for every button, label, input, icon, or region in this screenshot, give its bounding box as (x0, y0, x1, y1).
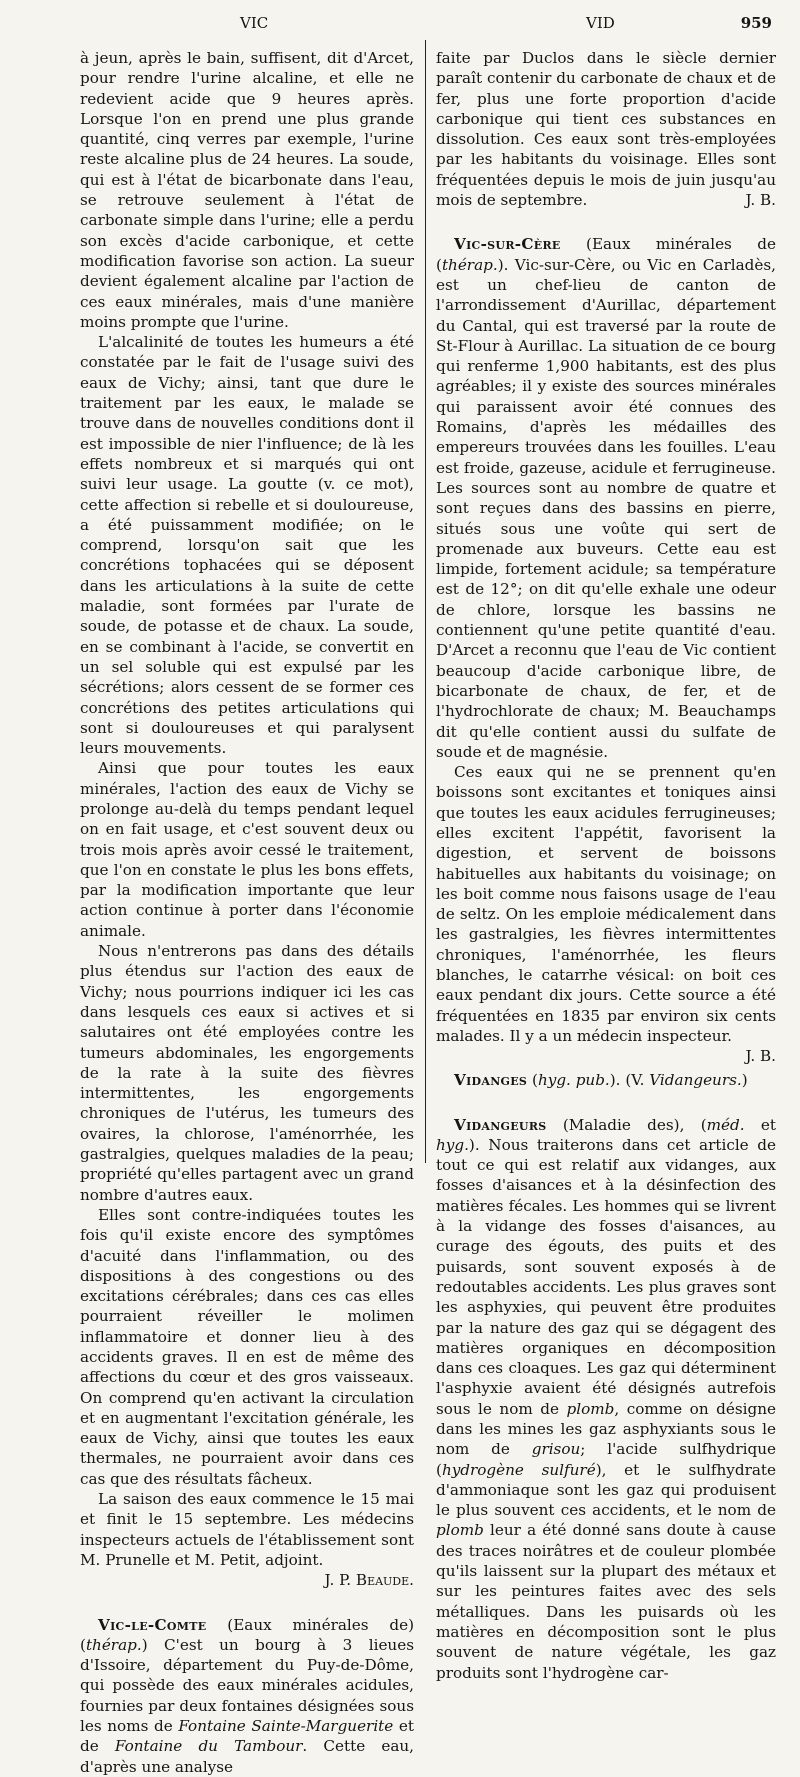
headword-vidanges: Vidanges (454, 1071, 528, 1090)
paragraph-contraindications: Elles sont contre-indiquées toutes les fois qu'il existe encore des symptômes d'acuité dans l'inflammation, ou des dispositions à des congestions ou des excitations cérébrales; dans ces cas elles pourraient réveiller le molimen inflammatoire et donner lieu à des accidents graves. Il en est de même des affections du cœur et des gros vaisseaux. On comprend qu'en activant la circulation et en augmentant l'excitation générale, les eaux de Vichy, ainsi que toutes les eaux thermales, ne pourraient avoir dans ces cas que des résultats fâcheux. (80, 1205, 414, 1488)
paragraph-vic-sur-cere-uses: Ces eaux qui ne se prennent qu'en boissons sont excitantes et toniques ainsi que toutes les eaux acidules ferrugineuses; elles excitent l'appétit, favorisent la digestion, et servent de boissons habituelles aux habitants du voisinage; on les boit comme nous faisons usage de l'eau de seltz. On les emploie médicalement dans les gastralgies, les fièvres intermittentes chroniques, l'aménorrhée, les fleurs blanches, le catarrhe vésical: on boit ces eaux pendant dix jours. Cette source a été fréquentées en 1835 par environ six cents malades. Il y a un médecin inspecteur. J. B. (436, 763, 776, 1066)
left-column (80, 48, 414, 1777)
headword-vidangeurs: Vidangeurs (454, 1115, 547, 1134)
paragraph-indications: Nous n'entrerons pas dans des détails plus étendus sur l'action des eaux de Vichy; nous pourrions indiquer ici les cas dans lesquels ces eaux si actives et si salutaires ont été employées contre les tumeurs abdominales, les engorgements de la rate à la suite des fièvres intermittentes, les engorgements chroniques de l'utérus, les tumeurs des ovaires, la chlorose, l'aménorrhée, les gastralgies, quelques maladies de la peau; propriété qu'elles partagent avec un grand nombre d'autres eaux. (80, 942, 414, 1204)
paragraph-duclos-analysis: faite par Duclos dans le siècle dernier paraît contenir du carbonate de chaux et de fer, plus une forte proportion d'acide carbonique qui tient ces substances en dissolution. Ces eaux sont très-employées par les habitants du voisinage. Elles sont fréquentées depuis le mois de juin jusqu'au mois de septembre. J. B. (436, 49, 776, 210)
paragraph-alkalinity: L'alcalinité de toutes les humeurs a été constatée par le fait de l'usage suivi des eaux de Vichy; ainsi, tant que dure le traitement par les eaux, le malade se trouve dans de nouvelles conditions dont il est impossible de nier l'influence; de là les effets nombreux et si marqués qui ont suivi leur usage. La goutte (v. ce mot), cette affection si rebelle et si douloureuse, a été puissamment modifiée; on le comprend, lorsqu'on sait que les concrétions tophacées qui se déposent dans les articulations à la suite de cette maladie, sont formées par l'urate de soude, de potasse et de chaux. La soude, en se combinant à l'acide, se convertit en un sel soluble qui est expulsé par les sécrétions; alors cessent de se former ces concrétions des petites articulations qui sont si douloureuses et qui paralysent leurs mouvements. (80, 333, 414, 758)
entry-vidangeurs: Vidangeurs (Maladie des), (méd. et hyg.). Nous traiterons dans cet article de tout ce qui est relatif aux vidanges, aux fosses d'aisances et à la désinfection des matières fécales. Les hommes qui se livrent à la vidange des fosses d'aisances, au curage des égouts, des puits et des puisards, sont souvent exposés à de redoutables accidents. Les plus graves sont les asphyxies, qui peuvent être produites par la nature des gaz qui se dégagent des matières organiques en décomposition dans ces cloaques. Les gaz qui déterminent l'asphyxie avaient été désignés autrefois sous le nom de plomb, comme on désigne dans les mines les gaz asphyxiants sous le nom de grisou; l'acide sulfhydrique (hydrogène sulfuré), et le sulfhydrate d'ammoniaque sont les gaz qui produisent le plus souvent ces accidents, et le nom de plomb leur a été donné sans doute à cause des traces noirâtres et de couleur plombée qu'ils laissent sur la plupart des métaux et sur les peintures faites avec des sels métalliques. Dans les puisards où les matières en décomposition sont le plus souvent de nature végétale, les gaz produits sont l'hydrogène car- (436, 1115, 776, 1682)
right-column (436, 48, 776, 1683)
headword-vic-le-comte: Vic-le-Comte (98, 1615, 207, 1634)
paragraph-urine-alkaline: à jeun, après le bain, suffisent, dit d'Arcet, pour rendre l'urine alcaline, et elle ne redevient acide que 9 heures après. Lorsque l'on en prend une plus grande quantité, cinq verres par exemple, l'urine reste alcaline plus de 24 heures. La soude, qui est à l'état de bicarbonate dans l'eau, se retrouve seulement à l'état de carbonate simple dans l'urine; elle a perdu son excès d'acide carbonique, et cette modification favorise son action. La sueur devient également alcaline par l'action de ces eaux minérales, mais d'une manière moins prompte que l'urine. (80, 49, 414, 331)
right-running-head: VID (586, 14, 615, 32)
entry-vidanges: Vidanges (hyg. pub.). (V. Vidangeurs.) (454, 1071, 748, 1090)
entry-vic-le-comte: Vic-le-Comte (Eaux minérales de) (thérap.) C'est un bourg à 3 lieues d'Issoire, département du Puy-de-Dôme, qui possède des eaux minérales acidules, fournies par deux fontaines désignées sous les noms de Fontaine Sainte-Marguerite et de Fontaine du Tambour. Cette eau, d'après une analyse (80, 1615, 415, 1776)
page-number: 959 (740, 14, 772, 32)
cross-reference-vidangeurs: Vidangeurs. (649, 1071, 742, 1090)
paragraph-prolonged-action: Ainsi que pour toutes les eaux minérales, l'action des eaux de Vichy se prolonge au-delà du temps pendant lequel on en fait usage, et c'est souvent deux ou trois mois après avoir cessé le traitement, que l'on en constate le plus les bons effets, par la modification importante que leur action continue à porter dans l'économie animale. (80, 759, 414, 940)
signature-jb-1: J. B. (745, 191, 776, 210)
running-header (80, 14, 772, 38)
signature-beaude: J. P. Beaude. (324, 1571, 414, 1590)
column-divider (425, 40, 426, 1163)
signature-jb-2: J. B. (745, 1047, 776, 1066)
entry-vic-sur-cere: Vic-sur-Cère (Eaux minérales de (thérap.). Vic-sur-Cère, ou Vic en Carladès, est un chef-lieu de canton de l'arrondissement d'Aurillac, département du Cantal, qui est traversé par la route de St-Flour à Aurillac. La situation de ce bourg qui renferme 1,900 habitants, est des plus agréables; il y existe des sources minérales qui paraissent avoir été connues des Romains, d'après les médailles des empereurs trouvées dans les fouilles. L'eau est froide, gazeuse, acidule et ferrugineuse. Les sources sont au nombre de quatre et sont reçues dans des bassins en pierre, situés sous une voûte qui sert de promenade aux buveurs. Cette eau est limpide, fortement acidule; sa température est de 12°; on dit qu'elle exhale une odeur de chlore, lorsque les bassins ne contiennent qu'une petite quantité d'eau. D'Arcet a reconnu que l'eau de Vic contient beaucoup d'acide carbonique libre, de bicarbonate de chaux, de fer, et de l'hydrochlorate de chaux; M. Beauchamps dit qu'elle contient aussi du sulfate de soude et de magnésie. (436, 235, 776, 761)
left-running-head: VIC (240, 14, 269, 32)
headword-vic-sur-cere: Vic-sur-Cère (454, 235, 561, 254)
paragraph-season: La saison des eaux commence le 15 mai et finit le 15 septembre. Les médecins inspecteurs actuels de l'établissement sont M. Prunelle et M. Petit, adjoint. J. P. Beaude. (80, 1490, 414, 1590)
